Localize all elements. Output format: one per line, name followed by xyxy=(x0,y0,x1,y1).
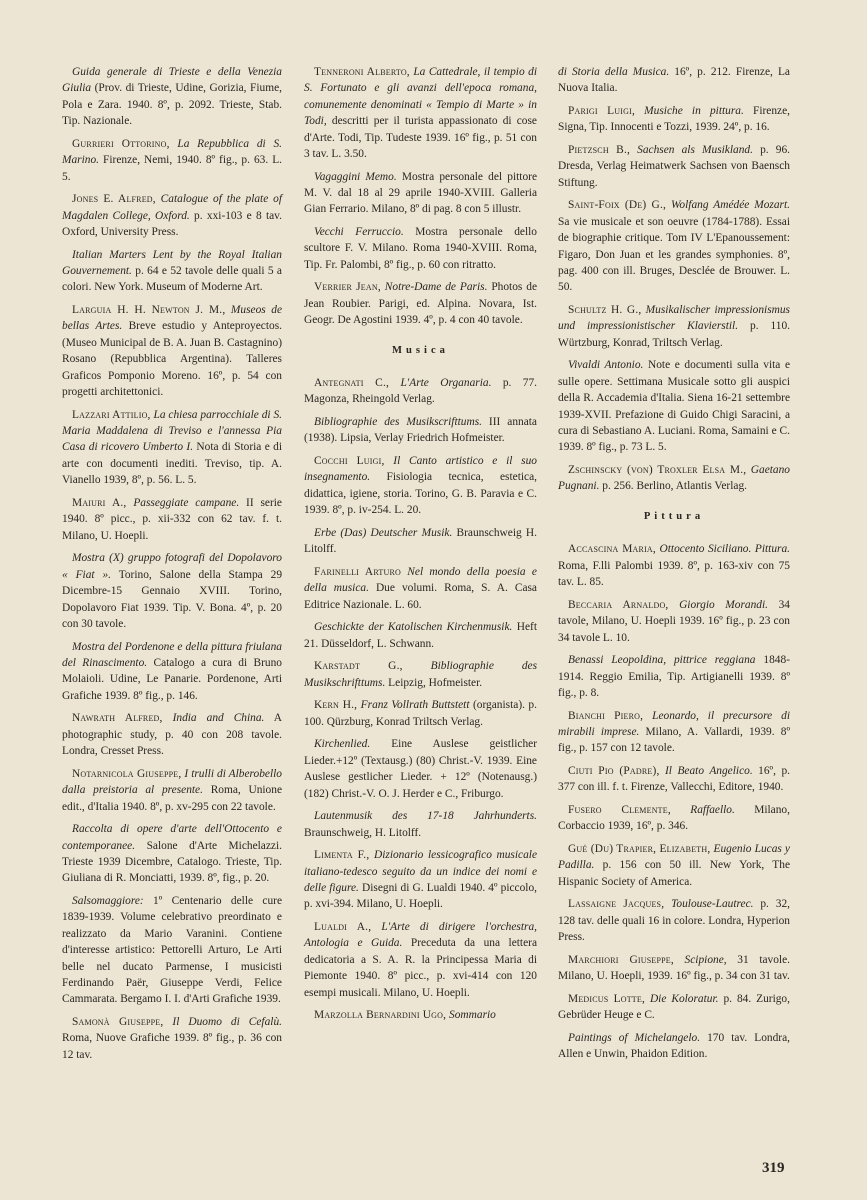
bibliography-entry xyxy=(558,357,790,455)
entry-details: 34 tavole, Milano, U. Hoepli 1939. 16º fig., p. 23 con 34 tavole L. 10. xyxy=(558,598,790,644)
entry-details: p. xxi-103 e 8 tav. Oxford, University Press. xyxy=(62,209,282,239)
entry-details: Milano, A. Vallardi, 1939. 8º fig., p. 157 con 12 tavole. xyxy=(558,725,790,755)
entry-title: India and China. xyxy=(162,712,265,725)
bibliography-entry xyxy=(304,619,537,652)
entry-details: (Prov. di Trieste, Udine, Gorizia, Fiume, Pola e Zara. 1940. 8º, p. 2092. Trieste, Stab. Tip. Nazionale. xyxy=(62,82,282,128)
entry-title: Nel mondo della poesia e della musica. xyxy=(304,565,537,595)
entry-author: Verrier Jean, xyxy=(314,281,381,294)
bibliography-entry xyxy=(62,1014,282,1063)
entry-details: Eine Auslese geistlicher Lieder.+12º (Textausg.) (80) Christ.-V. 1939. Eine Auslese gestlicher Lieder. + 12º (Notenausg.) (182) Christ.-V. O. J. Herder e C., Friburgo. xyxy=(304,738,537,800)
bibliography-entry xyxy=(304,1007,537,1023)
entry-details: Roma, Nuove Grafiche 1939. 8º fig., p. 36 con 12 tav. xyxy=(62,1032,282,1061)
entry-details: p. 256. Berlino, Atlantis Verlag. xyxy=(599,480,747,493)
entry-details: Fisiologia tecnica, estetica, didattica, igiene, storia. Torino, G. B. Paravia e C. 1939. 8º, p. iv-254. L. 20. xyxy=(304,471,537,517)
column-middle xyxy=(304,64,537,1030)
entry-author: Ciuti Pio (Padre), xyxy=(568,764,660,777)
bibliography-entry xyxy=(558,952,790,985)
bibliography-entry xyxy=(62,550,282,632)
entry-title: La Repubblica di S. Marino. xyxy=(62,137,282,167)
entry-title: Kirchenlied. xyxy=(314,738,371,751)
bibliography-entry xyxy=(304,525,537,558)
entry-details: Torino, Salone della Stampa 29 Dicembre-15 Gennaio XVIII. Torino, Dopolavoro Fiat 1939. Tip. V. Bona. 4º, p. 20 con 30 tavole. xyxy=(62,568,283,630)
entry-details: 16º, p. 212. Firenze, La Nuova Italia. xyxy=(558,66,790,95)
bibliography-entry xyxy=(304,808,537,841)
column-right xyxy=(558,64,790,1069)
entry-details: 31 tavole. Milano, U. Hoepli, 1939. 16º fig., p. 34 con 31 tav. xyxy=(558,953,790,983)
entry-details: (organista). p. 100. Qürzburg, Konrad Triltsch Verlag. xyxy=(304,699,537,728)
bibliography-entry xyxy=(558,541,790,590)
section-heading-musica: Musica xyxy=(392,344,449,356)
entry-details: Braunschweig H. Litolff. xyxy=(304,526,538,556)
entry-title: Bibliographie des Musikschrifttums. xyxy=(304,660,537,689)
entry-title: La Cattedrale, il tempio di S. Fortunato e gli avanzi dell'epoca romana, comunemente denominati « Tempio di Marte » in Todi, xyxy=(304,66,537,128)
bibliography-entry xyxy=(304,414,537,447)
entry-details: Disegni di G. Lualdi 1940. 4º piccolo, p. xvi-394. Milano, U. Hoepli. xyxy=(304,881,538,911)
entry-details: II serie 1940. 8º picc., p. xii-332 con 62 tav. f. t. Milano, U. Hoepli. xyxy=(62,496,282,542)
entry-details: Roma, F.lli Palombi 1939. 8º, p. 163-xiv con 75 tav. L. 85. xyxy=(558,559,790,589)
entries-musica xyxy=(304,375,537,1023)
entry-title: Die Koloratur. xyxy=(645,992,719,1005)
column-left xyxy=(62,64,282,1069)
entry-title: Benassi Leopoldina, pittrice reggiana xyxy=(568,654,756,667)
entry-details: Roma, Unione edit., d'Italia 1940. 8º, p. xv-295 con 22 tavole. xyxy=(62,784,282,813)
entry-author: Bianchi Piero, xyxy=(568,709,644,722)
entry-title: Musikalischer impressionismus und impressionistischer Klavierstil. xyxy=(558,304,790,333)
entry-author: Pietzsch B., xyxy=(568,144,631,156)
entry-title: La chiesa parrocchiale di S. Maria Maddalena di Treviso e l'annessa Pia Casa di ricovero Umberto I. xyxy=(62,408,283,454)
entry-title: Il Beato Angelico. xyxy=(659,764,753,777)
bibliography-entry xyxy=(62,495,282,544)
entry-title: L'Arte di dirigere l'orchestra, Antologia e Guida. xyxy=(304,920,537,950)
entry-title: Eugenio Lucas y Padilla. xyxy=(558,842,790,872)
entry-title: Bibliographie des Musikscrifttums. xyxy=(314,416,482,429)
entry-title: L'Arte Organaria. xyxy=(389,377,492,390)
entries-col1 xyxy=(62,64,282,1063)
entry-author: Kern H., xyxy=(314,699,358,712)
entry-details: Leipzig, Hofmeister. xyxy=(385,676,483,689)
entry-author: Jones E. Alfred, xyxy=(72,193,156,206)
entry-details: Due volumi. Roma, S. A. Casa Editrice Nazionale. L. 60. xyxy=(304,582,537,611)
bibliography-entry xyxy=(558,708,790,757)
entry-title: Toulouse-Lautrec. xyxy=(664,898,754,911)
entry-title: Geschickte der Katolischen Kirchenmusik. xyxy=(314,621,513,634)
entry-title: Gaetano Pugnani. xyxy=(558,464,791,493)
entry-author: Zschinscky (von) Troxler Elsa M., xyxy=(568,464,747,477)
bibliography-entry xyxy=(62,302,282,400)
bibliography-entry xyxy=(558,802,790,835)
entry-title: Vivaldi Antonio. xyxy=(568,359,644,372)
bibliography-entry xyxy=(62,191,282,240)
bibliography-entry xyxy=(558,462,790,495)
entry-title: I trulli di Alberobello dalla preistoria al presente. xyxy=(62,767,283,797)
entry-details: 170 tav. Londra, Allen e Unwin, Phaidon Edition. xyxy=(558,1031,790,1061)
entry-title: Guida generale di Trieste e della Venezia Giulia xyxy=(62,66,282,95)
entry-details: p. 64 e 52 tavole delle quali 5 a colori. New York. Museum of Moderne Art. xyxy=(62,265,282,294)
entry-details: 1º Centenario delle cure 1839-1939. Volume celebrativo preordinato e realizzato da Mario Varanini. Contiene d'interesse artistico: Pettorelli Arturo, Le Arti belle nel ducato Parmense, I musicisti Ferdinando Paër, Giuseppe Verdi, Felice Cammarata. Bergamo I. I. d'Arti Grafiche 1939. xyxy=(62,894,282,1006)
entry-author: Antegnati C., xyxy=(314,377,390,390)
entry-title: Notre-Dame de Paris. xyxy=(380,281,488,294)
entry-author: Farinelli Arturo xyxy=(314,565,401,578)
entries-col2 xyxy=(304,64,537,329)
entry-author: Accascina Maria, xyxy=(568,543,656,556)
bibliography-entry xyxy=(304,453,537,519)
bibliography-entry xyxy=(304,375,537,408)
bibliography-entry xyxy=(62,136,282,185)
entry-details: Firenze, Nemi, 1940. 8º fig., p. 63. L. 5. xyxy=(62,154,282,183)
entry-author: Marchiori Giuseppe, xyxy=(568,953,674,966)
entry-author: Gurrieri Ottorino, xyxy=(72,137,170,150)
bibliography-entry xyxy=(304,919,537,1001)
bibliography-entry xyxy=(304,847,537,913)
bibliography-entry xyxy=(558,142,790,191)
entry-title: Erbe (Das) Deutscher Musik. xyxy=(314,526,453,539)
entry-title: Franz Vollrath Buttstett xyxy=(357,699,470,712)
entry-details: Photos de Jean Roubier. Parigi, ed. Alpina. Novara, Ist. Geogr. De Agostini 1939. 4º, p. 4 con 40 tavole. xyxy=(304,281,537,327)
entry-author: Schultz H. G., xyxy=(568,304,642,317)
bibliography-entry xyxy=(304,64,537,162)
entry-author: Limenta F., xyxy=(314,849,370,862)
bibliography-entry xyxy=(558,197,790,295)
entry-title: Lautenmusik des 17-18 Jahrhunderts. xyxy=(314,810,537,823)
bibliography-entry xyxy=(62,766,282,815)
entry-author: Tenneroni Alberto, xyxy=(314,66,410,78)
entry-author: Cocchi Luigi, xyxy=(314,455,385,468)
bibliography-entry xyxy=(304,224,537,273)
entry-details: Braunschweig, H. Litolff. xyxy=(304,826,422,839)
entry-title: Catalogue of the plate of Magdalen College, Oxford. xyxy=(62,193,282,222)
entry-author: Beccaria Arnaldo, xyxy=(568,598,669,611)
bibliography-entry xyxy=(62,893,282,1008)
page-number: 319 xyxy=(762,1160,785,1176)
entry-details: p. 77. Magonza, Rheingold Verlag. xyxy=(304,377,537,406)
entry-title: Raffaello. xyxy=(670,803,735,816)
entry-details: Mostra personale dello scultore F. V. Milano. Roma 1940-XVIII. Roma, Tip. Fr. Palombi, 8º fig., p. 60 con ritratto. xyxy=(304,226,538,271)
entry-details: p. 84. Zurigo, Gebrüder Heuge e C. xyxy=(558,992,790,1022)
entry-details: 16º, p. 377 con ill. f. t. Firenze, Vallecchi, Editore, 1940. xyxy=(558,764,790,794)
entry-title: Vagaggini Memo. xyxy=(314,170,397,183)
entry-author: Gué (Du) Trapier, Elizabeth, xyxy=(568,842,711,855)
entry-title: Paintings of Michelangelo. xyxy=(568,1031,701,1044)
entry-title: Il Canto artistico e il suo insegnamento. xyxy=(304,455,537,484)
entry-details: Milano, Corbaccio 1939, 16º, p. 346. xyxy=(558,803,790,833)
entry-title: Vecchi Ferruccio. xyxy=(314,226,404,239)
entry-details: 1848-1914. Reggio Emilia, Tip. Artigianelli 1939. 8º fig., p. 8. xyxy=(558,654,790,699)
bibliography-entry xyxy=(62,247,282,296)
bibliography-entry xyxy=(62,64,282,130)
entry-title: Ottocento Siciliano. Pittura. xyxy=(655,543,790,556)
entry-title: di Storia della Musica. xyxy=(558,66,670,78)
bibliography-entry xyxy=(558,1030,790,1063)
entry-details: Note e documenti sulla vita e sulle opere. Settimana Musicale sotto gli auspici della R. Accademia d'Italia. Siena 16-21 settembre 1939-XVII. Prefazione di Guido Chigi Saracini, a cura di Sebastiano A. Luciani. Roma, Samaini e C. 1939. 8º fig., p. 73 L. 5. xyxy=(558,359,790,454)
entry-title: Wolfang Amédée Mozart. xyxy=(666,199,790,212)
bibliography-entry xyxy=(558,991,790,1024)
entry-details: p. 32, 128 tav. delle quali 16 in colore. Londra, Hyperion Press. xyxy=(558,898,790,944)
entry-details: Catalogo a cura di Bruno Molaioli. Udine, Le Panarie. Pordenone, Arti Grafiche 1939. 8º fig., p. 146. xyxy=(62,656,282,702)
bibliography-entry xyxy=(558,896,790,945)
entry-author: Samonà Giuseppe, xyxy=(72,1015,164,1028)
bibliography-entry xyxy=(304,279,537,328)
entry-title: Sachsen als Musikland. xyxy=(630,144,753,156)
bibliography-entry xyxy=(62,639,282,705)
entry-title: Dizionario lessicografico musicale italiano-tedesco seguito da un indice dei nomi e delle figure. xyxy=(304,849,538,894)
bibliography-entry xyxy=(558,841,790,890)
bibliography-entry xyxy=(304,169,537,218)
bibliography-entry xyxy=(558,597,790,646)
entry-author: Lualdi A., xyxy=(314,920,372,933)
entry-title: Raccolta di opere d'arte dell'Ottocento e contemporanee. xyxy=(62,823,282,852)
entry-author: Marzolla Bernardini Ugo, xyxy=(314,1009,447,1022)
entry-author: Lassaigne Jacques, xyxy=(568,898,665,911)
entry-details: Preceduta da una lettera dedicatoria a S. A. R. la Principessa Maria di Piemonte 1940. 8º picc., p. xvi-414 con 120 esempi musicali. Milano, U. Hoepli. xyxy=(304,937,537,999)
entry-details: A photographic study, p. 40 con 208 tavole. Londra, Cresset Press. xyxy=(62,712,282,758)
bibliography-entry xyxy=(304,697,537,730)
entry-author: Maiuri A., xyxy=(72,496,127,509)
entry-title: Giorgio Morandi. xyxy=(668,598,769,611)
entry-details: Firenze, Signa, Tip. Innocenti e Tozzi, 1939. 24º, p. 16. xyxy=(558,105,790,134)
entry-details: Heft 21. Düsseldorf, L. Schwann. xyxy=(304,621,537,650)
entry-details: p. 156 con 50 ill. New York, The Hispanic Society of America. xyxy=(558,859,790,888)
entry-author: Medicus Lotte, xyxy=(568,992,646,1005)
entry-title: Scipione, xyxy=(673,953,727,966)
entry-title: Sommario xyxy=(446,1009,496,1022)
entry-author: Lazzari Attilio, xyxy=(72,408,151,421)
bibliography-entry xyxy=(558,302,790,351)
entry-title: Musiche in pittura. xyxy=(635,105,744,117)
entry-title: Passeggiate campane. xyxy=(126,496,240,509)
entry-title: Italian Marters Lent by the Royal Italian Gouvernement. xyxy=(62,248,282,278)
bibliography-entry xyxy=(304,658,537,691)
entry-details: Salone d'Arte Michelazzi. Trieste 1939 Dicembre, Catalogo. Trieste, Tip. Giuliana di R. Monciatti, 1939. 8º, fig., p. 20. xyxy=(62,839,282,885)
bibliography-entry xyxy=(62,821,282,887)
bibliography-entry xyxy=(304,736,537,802)
entry-details: Nota di Storia e di arte con documenti inediti. Treviso, tip. A. Vianello 1939, 8º, p. 56. L. 5. xyxy=(62,441,282,487)
entry-title: Leonardo, il precursore di mirabili imprese. xyxy=(558,709,790,738)
bibliography-entry xyxy=(558,64,790,97)
entry-author: Saint-Foix (De) G., xyxy=(568,199,667,212)
section-heading-pittura: Pittura xyxy=(643,510,705,522)
bibliography-entry xyxy=(558,103,790,136)
entry-title: Il Duomo di Cefalù. xyxy=(163,1015,282,1028)
entry-title: Salsomaggiore: xyxy=(72,894,144,907)
entry-details: p. 96. Dresda, Verlag Heimatwerk Sachsen von Baensch Stiftung. xyxy=(558,144,790,189)
entry-author: Parigi Luigi, xyxy=(568,105,636,117)
entry-title: Mostra (X) gruppo fotografi del Dopolavoro « Fiat ». xyxy=(62,552,282,581)
entry-details: p. 110. Würtzburg, Konrad, Triltsch Verlag. xyxy=(558,320,790,349)
bibliography-entry xyxy=(558,652,790,701)
entries-pittura xyxy=(558,541,790,1062)
entry-author: Larguia H. H. Newton J. M., xyxy=(72,304,226,317)
bibliography-entry xyxy=(304,564,537,613)
entry-title: Museos de bellas Artes. xyxy=(62,304,283,333)
entry-details: Breve estudio y Anteproyectos. (Museo Municipal de B. A. Juan B. Castagnino) Rosano (Repubblica Argentina). Talleres Graficos Pomponio Moreno. 16º, p. 54 con progetti architettonici. xyxy=(62,320,282,399)
bibliography-entry xyxy=(62,710,282,759)
entry-author: Notarnicola Giuseppe, xyxy=(72,767,182,780)
entry-author: Nawrath Alfred, xyxy=(72,712,163,725)
entry-author: Karstadt G., xyxy=(314,660,403,673)
bibliography-entry xyxy=(558,763,790,796)
entry-author: Fusero Clemente, xyxy=(568,803,671,816)
bibliography-entry xyxy=(62,407,282,489)
entry-title: Mostra del Pordenone e della pittura friulana del Rinascimento. xyxy=(62,640,282,669)
entry-details: Sa vie musicale et son oeuvre (1784-1788). Essai de biographie critique. Tom IV L'Epanoussement: Figaro, Don Juan et les grandes symphonies. 8º, pag. 400 con ill. Bruges, Desclée de Brouwer. L. 50. xyxy=(558,215,790,294)
entry-details: Mostra personale del pittore M. V. dal 18 al 29 aprile 1940-XVIII. Galleria Gian Ferrario. Milano, 8º di pag. 8 con 5 illustr. xyxy=(304,170,537,216)
entries-col3 xyxy=(558,64,790,495)
entry-details: descritti per il turista appassionato di cose d'Arte. Todi, Tip. Tudeste 1939. 16º fig., p. 51 con 3 tav. L. 3.50. xyxy=(304,115,537,161)
entry-details: III annata (1938). Lipsia, Verlay Friedrich Hofmeister. xyxy=(304,416,537,445)
